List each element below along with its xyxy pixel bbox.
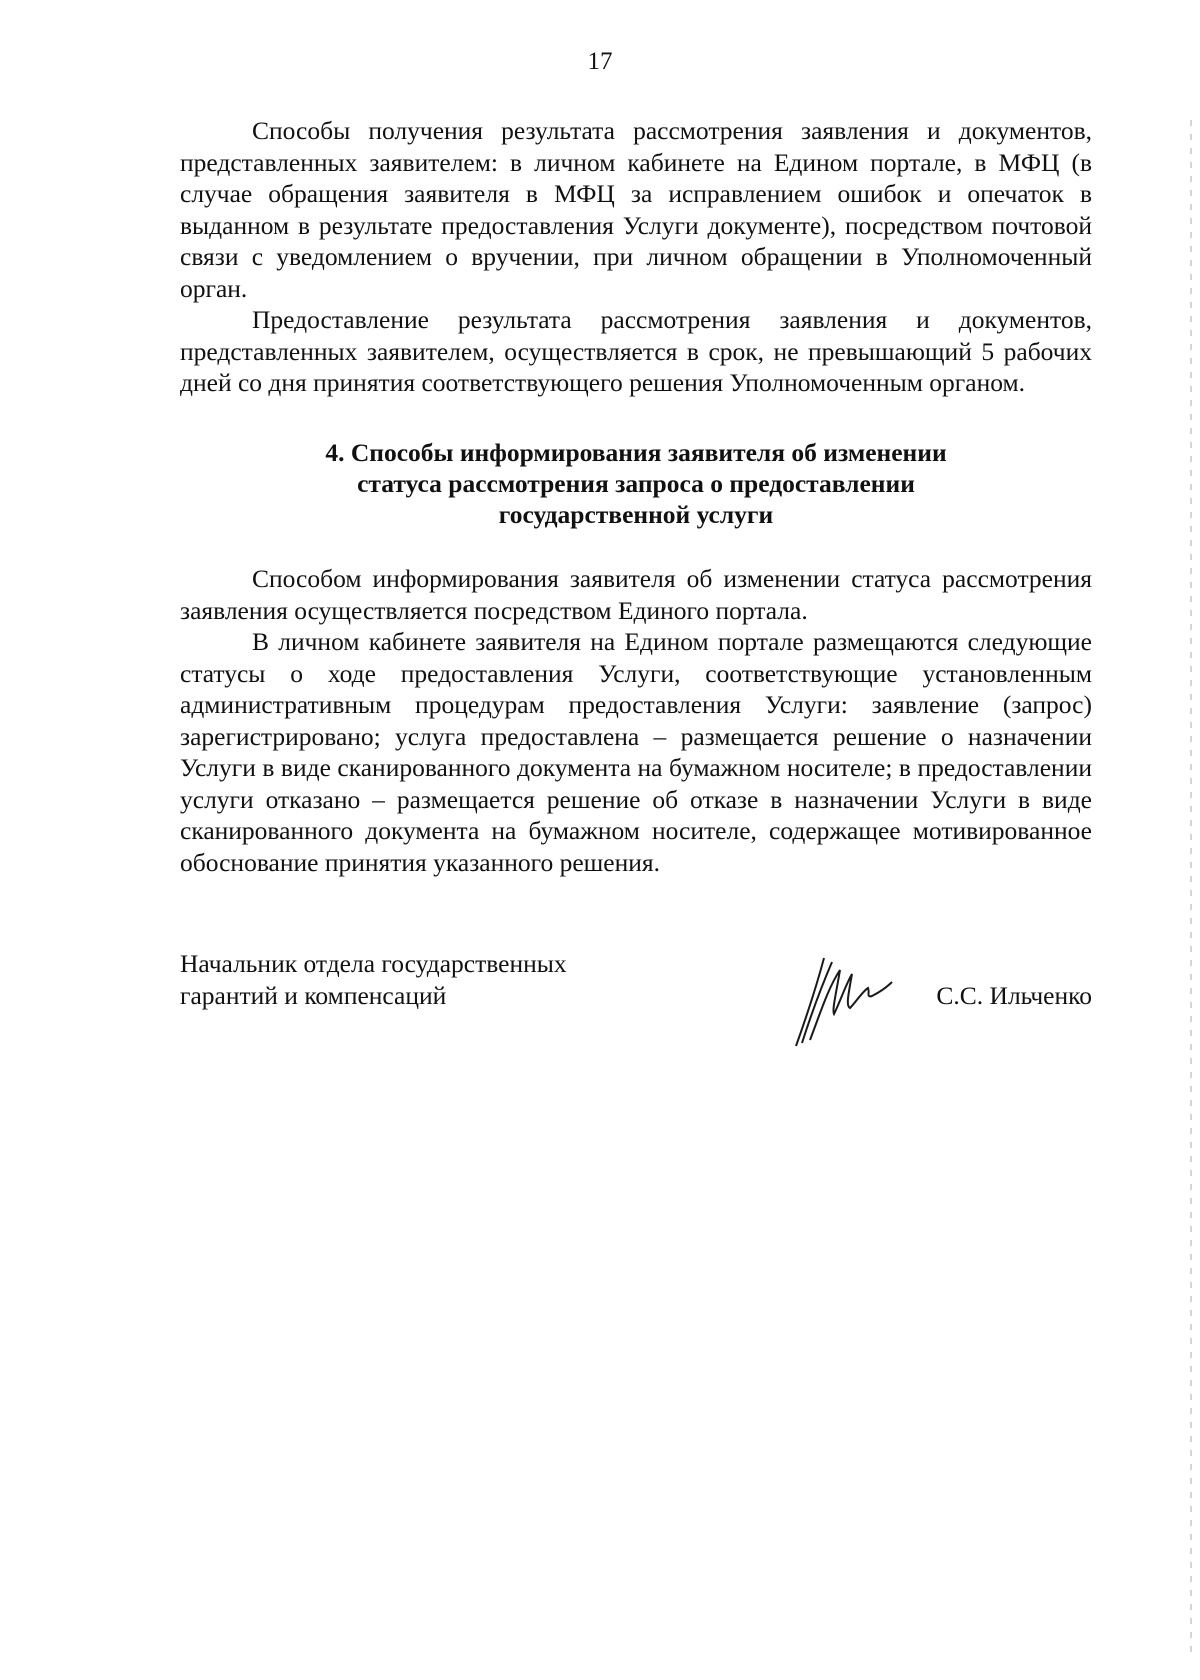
signer-position [180, 948, 567, 1012]
signer-name: С.С. Ильченко [936, 981, 1092, 1010]
heading-line-3: государственной услуги [498, 500, 774, 529]
heading-line-2: статуса рассмотрения запроса о предоставлении [357, 469, 915, 498]
paragraph-status-method: Способом информирования заявителя об изменении статуса рассмотрения заявления осуществляется посредством Единого портала. [180, 564, 1092, 625]
signature-block [180, 948, 1092, 1078]
signer-position-line-1: Начальник отдела государственных [180, 949, 567, 978]
page-number: 17 [587, 48, 613, 75]
paragraph-result-methods: Способы получения результата рассмотрения заявления и документов, представленных заявителем: в личном кабинете на Едином портале, в МФЦ (в случае обращения заявителя в МФЦ за исправлением ошибок и опечаток в выданном в результате предоставления Услуги документе), посредством почтовой связи с уведомлением о вручении, при личном обращении в Уполномоченный орган. [180, 116, 1092, 303]
handwritten-signature [776, 948, 916, 1058]
section-heading [180, 437, 1092, 530]
paragraph-status-list: В личном кабинете заявителя на Едином портале размещаются следующие статусы о ходе предоставления Услуги, соответствующие установленным административным процедурам предоставления Услуги: заявление (запрос) зарегистрировано; услуга предоставлена – размещается решение о назначении Услуги в виде сканированного документа на бумажном носителе; в предоставлении услуги отказано – размещается решение об отказе в назначении Услуги в виде сканированного документа на бумажном носителе, содержащее мотивированное обоснование принятия указанного решения. [180, 627, 1092, 877]
signer-position-line-2: гарантий и компенсаций [180, 981, 447, 1010]
heading-line-1: 4. Способы информирования заявителя об изменении [325, 438, 947, 467]
status-info-section [180, 563, 1092, 878]
section-heading-text [180, 437, 1092, 530]
paragraph-result-deadline: Предоставление результата рассмотрения заявления и документов, представленных заявителем, осуществляется в срок, не превышающий 5 рабочих дней со дня принятия соответствующего решения Уполномоченным органом. [180, 305, 1092, 397]
scan-margin-line [1190, 120, 1192, 1660]
result-methods-section [180, 115, 1092, 399]
